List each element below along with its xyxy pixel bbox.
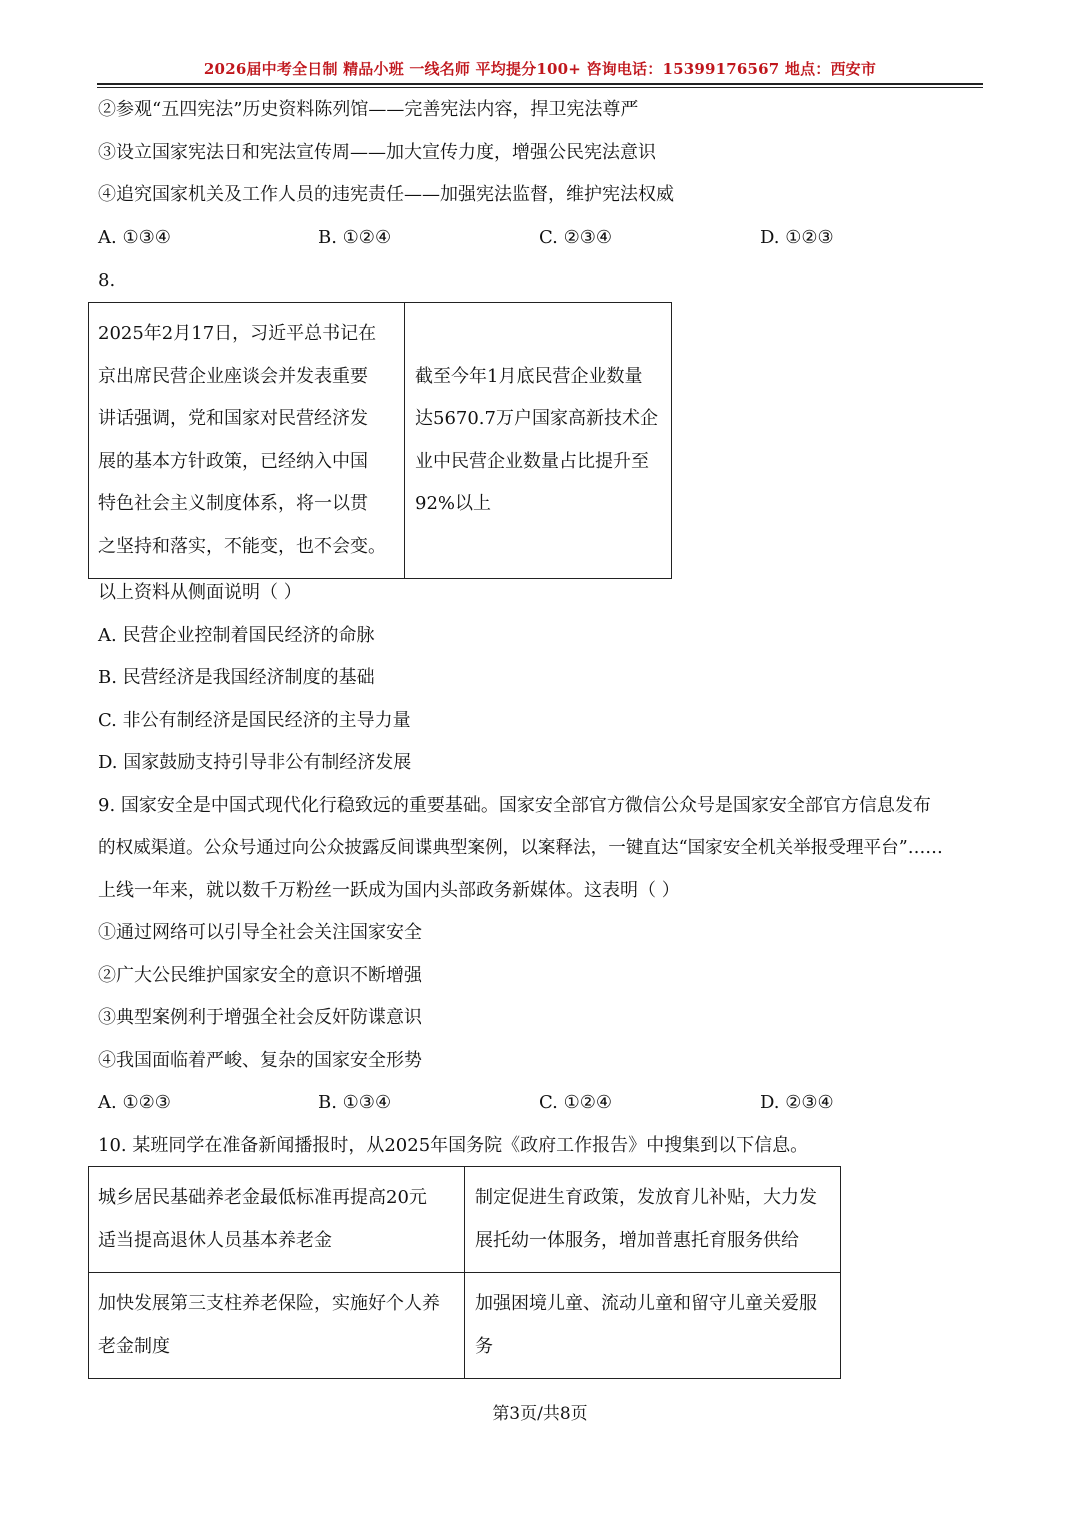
q8-left-cell: 2025年2月17日，习近平总书记在 京出席民营企业座谈会并发表重要 讲话强调，党和国家对民营经济发 展的基本方针政策，已经纳入中国 特色社会主义制度体系，将一以贯 之坚持和落实，不能变，也不会变。 <box>89 303 405 579</box>
q8-option-b: B. 民营经济是我国经济制度的基础 <box>98 667 375 688</box>
header-rule-thick <box>97 83 983 85</box>
q9-stem-line-3: 上线一年来，就以数千万粉丝一跃成为国内头部政务新媒体。这表明（ ） <box>98 880 680 901</box>
q9-stem-line-2: 的权威渠道。公众号通过向公众披露反间谍典型案例，以案释法，一键直达“国家安全机关举报受理平台”…… <box>98 838 943 858</box>
q10-cell-birth-policy: 制定促进生育政策，发放育儿补贴，大力发 展托幼一体服务，增加普惠托育服务供给 <box>465 1167 841 1273</box>
q10-cell-third-pillar: 加快发展第三支柱养老保险，实施好个人养 老金制度 <box>89 1273 465 1379</box>
q9-option-d: D. ②③④ <box>760 1092 834 1113</box>
q10-cell-pension-standard: 城乡居民基础养老金最低标准再提高20元 适当提高退休人员基本养老金 <box>89 1167 465 1273</box>
q8-option-a: A. 民营企业控制着国民经济的命脉 <box>98 625 375 646</box>
q8-option-c: C. 非公有制经济是国民经济的主导力量 <box>98 710 411 731</box>
q9-statement-3: ③典型案例利于增强全社会反奸防谍意识 <box>98 1007 422 1028</box>
header-rule-thin <box>97 87 983 88</box>
q7-statement-3: ③设立国家宪法日和宪法宣传周——加大宣传力度，增强公民宪法意识 <box>98 142 656 163</box>
q8-number: 8. <box>98 270 116 291</box>
q8-material-table <box>88 302 672 579</box>
q10-info-table <box>88 1166 841 1379</box>
q7-statement-2: ②参观“五四宪法”历史资料陈列馆——完善宪法内容，捍卫宪法尊严 <box>98 99 639 120</box>
q9-option-a: A. ①②③ <box>98 1092 171 1113</box>
q8-stem: 以上资料从侧面说明（ ） <box>98 582 302 603</box>
q10-stem: 10. 某班同学在准备新闻播报时，从2025年国务院《政府工作报告》中搜集到以下信息。 <box>98 1135 809 1156</box>
header-banner: 2026届中考全日制 精品小班 一线名师 平均提分100+ 咨询电话：15399176567 地点：西安市 <box>203 60 877 78</box>
q9-statement-2: ②广大公民维护国家安全的意识不断增强 <box>98 965 422 986</box>
q8-option-d: D. 国家鼓励支持引导非公有制经济发展 <box>98 752 412 773</box>
q9-option-c: C. ①②④ <box>539 1092 612 1113</box>
q7-statement-4: ④追究国家机关及工作人员的违宪责任——加强宪法监督，维护宪法权威 <box>98 184 674 205</box>
q9-statement-4: ④我国面临着严峻、复杂的国家安全形势 <box>98 1050 422 1071</box>
page-number: 第3页/共8页 <box>492 1404 588 1424</box>
q7-option-b: B. ①②④ <box>318 227 392 248</box>
q7-option-a: A. ①③④ <box>98 227 171 248</box>
q10-cell-children-care: 加强困境儿童、流动儿童和留守儿童关爱服 务 <box>465 1273 841 1379</box>
q7-option-d: D. ①②③ <box>760 227 834 248</box>
q8-right-cell: 截至今年1月底民营企业数量 达5670.7万户国家高新技术企 业中民营企业数量占比提升至 92%以上 <box>405 303 672 579</box>
q9-statement-1: ①通过网络可以引导全社会关注国家安全 <box>98 922 422 943</box>
q9-option-b: B. ①③④ <box>318 1092 392 1113</box>
q9-stem-line-1: 9. 国家安全是中国式现代化行稳致远的重要基础。国家安全部官方微信公众号是国家安全部官方信息发布 <box>98 795 931 816</box>
q7-option-c: C. ②③④ <box>539 227 612 248</box>
